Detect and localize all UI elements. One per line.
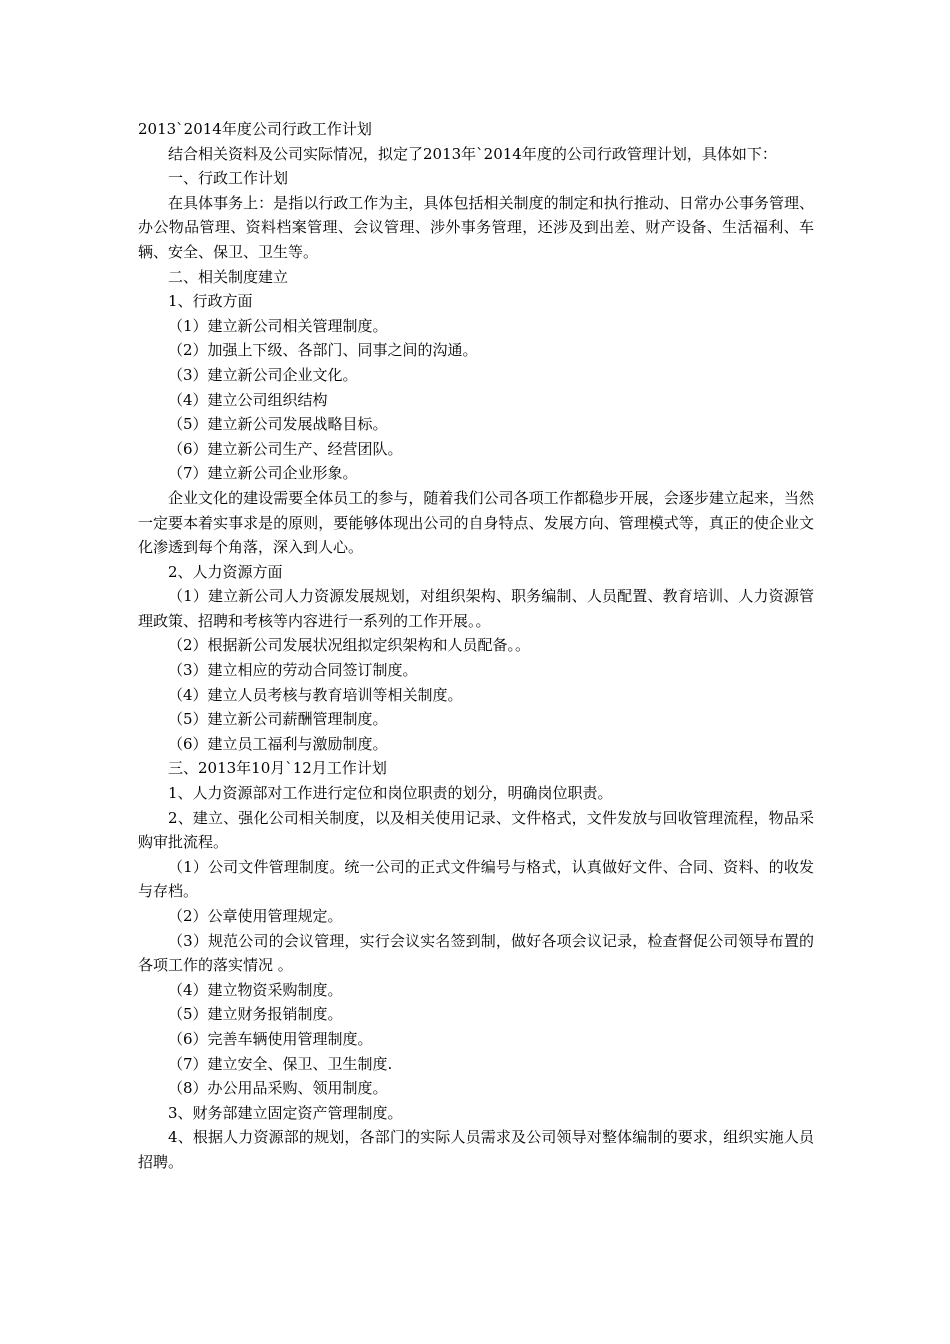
list-item: 3、财务部建立固定资产管理制度。 xyxy=(168,1103,403,1122)
list-item: （6）建立员工福利与激励制度。 xyxy=(168,734,388,753)
list-item: （5）建立新公司发展战略目标。 xyxy=(168,415,388,434)
list-item: （1）公司文件管理制度。统一公司的正式文件编号与格式，认真做好文件、合同、资料、的收发与存档。 xyxy=(138,857,814,901)
list-item: （8）办公用品采购、领用制度。 xyxy=(168,1079,388,1098)
list-item: （6）完善车辆使用管理制度。 xyxy=(168,1029,373,1048)
list-item: （1）建立新公司人力资源发展规划，对组织架构、职务编制、人员配置、教育培训、人力资源管理政策、招聘和考核等内容进行一系列的工作开展。。 xyxy=(138,587,814,630)
section-heading-3: 三、2013年10月`12月工作计划 xyxy=(168,759,387,778)
list-item: （1）建立新公司相关管理制度。 xyxy=(168,316,388,335)
list-item: 4、根据人力资源部的规划，各部门的实际人员需求及公司领导对整体编制的要求，组织实施人员招聘。 xyxy=(138,1128,814,1171)
list-item: （5）建立新公司薪酬管理制度。 xyxy=(168,710,388,729)
list-item: （4）建立人员考核与教育培训等相关制度。 xyxy=(168,685,463,704)
list-item: （2）根据新公司发展状况组拟定织架构和人员配备。。 xyxy=(168,636,531,655)
list-item: （3）建立新公司企业文化。 xyxy=(168,365,358,384)
list-item: （3）建立相应的劳动合同签订制度。 xyxy=(168,661,418,680)
section-heading-2: 二、相关制度建立 xyxy=(168,267,289,286)
subsection-heading-hr: 2、人力资源方面 xyxy=(168,562,283,581)
list-item: 2、建立、强化公司相关制度，以及相关使用记录、文件格式，文件发放与回收管理流程，物品采购审批流程。 xyxy=(138,808,814,852)
list-item: （7）建立新公司企业形象。 xyxy=(168,464,358,483)
subsection-heading-admin: 1、行政方面 xyxy=(168,292,253,311)
list-item: （7）建立安全、保卫、卫生制度. xyxy=(168,1054,393,1073)
list-item: （2）加强上下级、各部门、同事之间的沟通。 xyxy=(168,341,478,360)
list-item: 1、人力资源部对工作进行定位和岗位职责的划分，明确岗位职责。 xyxy=(168,784,613,803)
paragraph-intro: 结合相关资料及公司实际情况，拟定了2013年`2014年度的公司行政管理计划，具体如下： xyxy=(168,144,777,163)
list-item: （4）建立公司组织结构 xyxy=(168,390,328,409)
list-item: （4）建立物资采购制度。 xyxy=(168,980,343,999)
paragraph-scope: 在具体事务上：是指以行政工作为主，具体包括相关制度的制定和执行推动、日常办公事务管理、办公物品管理、资料档案管理、会议管理、涉外事务管理，还涉及到出差、财产设备、生活福利、车辆、安全、保卫、卫生等。 xyxy=(138,193,814,261)
document-body xyxy=(138,117,814,1175)
section-heading-1: 一、行政工作计划 xyxy=(168,169,289,188)
list-item: （6）建立新公司生产、经营团队。 xyxy=(168,439,403,458)
document-title: 2013`2014年度公司行政工作计划 xyxy=(138,120,372,138)
paragraph-culture: 企业文化的建设需要全体员工的参与，随着我们公司各项工作都稳步开展，会逐步建立起来，当然一定要本着实事求是的原则，要能够体现出公司的自身特点、发展方向、管理模式等，真正的使企业文化渗透到每个角落，深入到人心。 xyxy=(138,488,814,557)
list-item: （3）规范公司的会议管理，实行会议实名签到制，做好各项会议记录，检查督促公司领导布置的各项工作的落实情况 。 xyxy=(138,931,814,975)
list-item: （5）建立财务报销制度。 xyxy=(168,1005,343,1024)
list-item: （2）公章使用管理规定。 xyxy=(168,907,343,925)
